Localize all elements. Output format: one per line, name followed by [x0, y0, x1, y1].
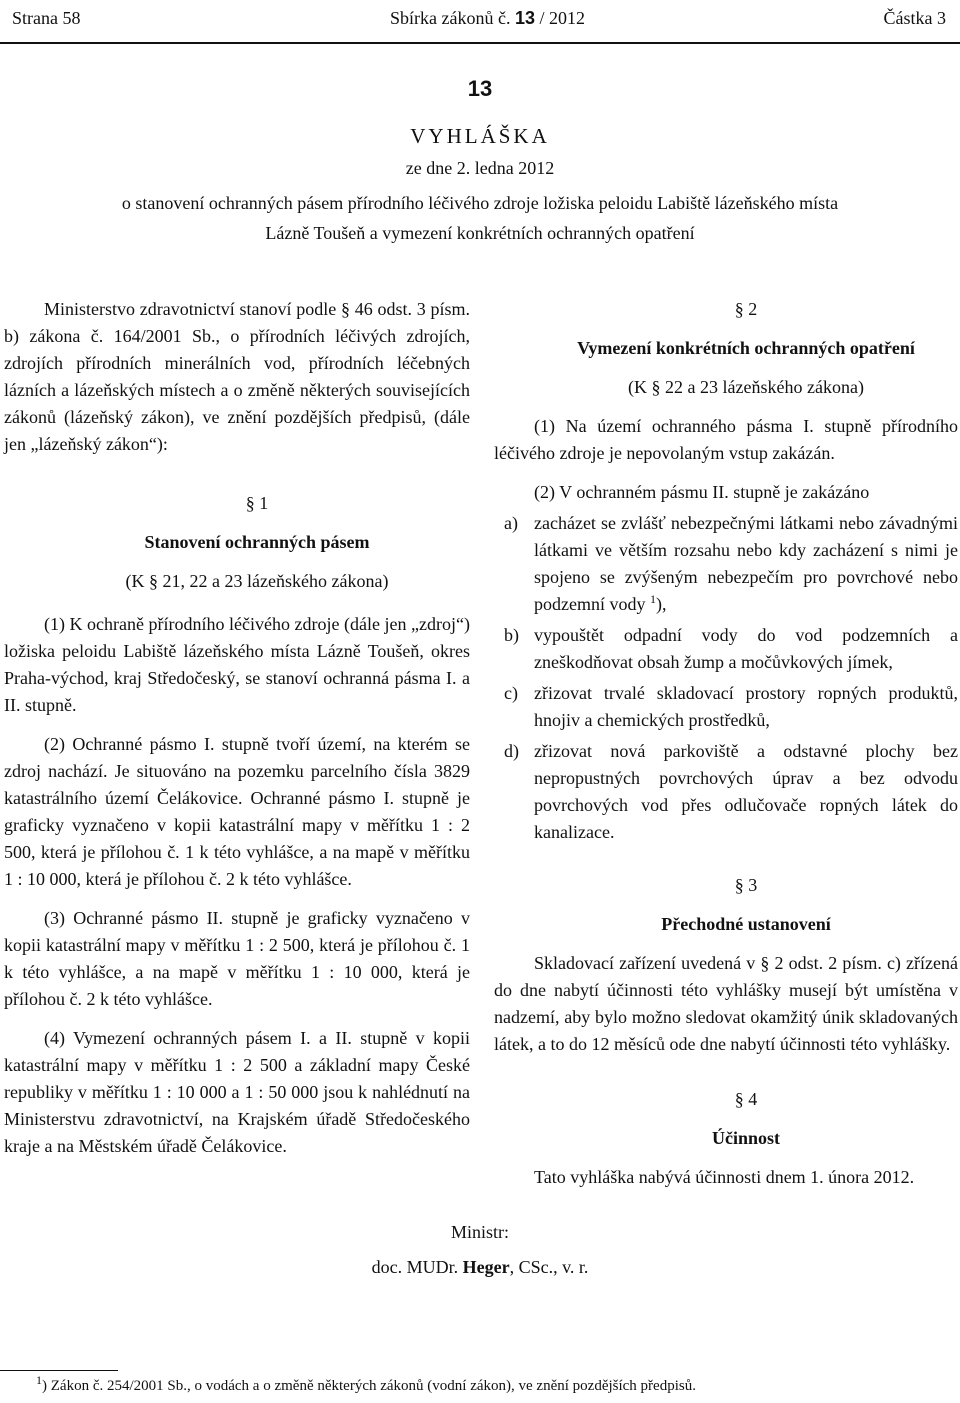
section-1-paragraph-3: (3) Ochranné pásmo II. stupně je graficky vyznačeno v kopii katastrální mapy v měřítku 1 : 2 500, která je přílohou č. 1 k této vyhlášce, a na mapě v měřítku 1 : 10 000, která je přílohou č. 2 k této vyhlášce.: [4, 908, 470, 1009]
footnote-reference: 1: [649, 592, 656, 606]
footnote-rule: [0, 1370, 118, 1371]
section-4-mark: § 4: [734, 1089, 758, 1109]
signature-surname: Heger: [462, 1257, 510, 1277]
intro-paragraph: Ministerstvo zdravotnictví stanoví podle § 46 odst. 3 písm. b) zákona č. 164/2001 Sb., o přírodních léčivých zdrojích, zdrojích přírodních minerálních vod, přírodních léčebných lázních a lázeňských místech a o změně některých souvisejících zákonů (lázeňský zákon), ve znění pozdějších předpisů, (dále jen „lázeňský zákon“):: [4, 299, 470, 454]
section-1-mark: § 1: [245, 493, 269, 513]
section-3-paragraph: Skladovací zařízení uvedená v § 2 odst. 2 písm. c) zřízená do dne nabytí účinnosti této vyhlášky musejí být umístěna v nadzemí, aby bylo možno sledovat okamžitý únik skladovaných látek, a to do 12 měsíců ode dne nabytí účinnosti této vyhlášky.: [494, 953, 958, 1054]
signature-name: [0, 1257, 960, 1278]
document-title-line2: Lázně Toušeň a vymezení konkrétních ochranných opatření: [265, 223, 695, 243]
collection-number: 13: [514, 8, 535, 28]
section-3-mark: § 3: [734, 875, 758, 895]
collection-reference: [390, 8, 585, 29]
section-1-title: Stanovení ochranných pásem: [144, 532, 370, 552]
list-marker: b): [504, 625, 519, 645]
list-item: [494, 680, 958, 734]
right-column: [494, 296, 958, 1203]
footnote: [36, 1373, 696, 1395]
section-2-mark: § 2: [734, 299, 758, 319]
list-marker: d): [504, 741, 519, 761]
list-item-text: zřizovat trvalé skladovací prostory ropných produktů, hnojiv a chemických prostředků,: [534, 683, 958, 730]
header-rule: [0, 42, 960, 44]
footnote-mark: 1: [36, 1373, 42, 1387]
list-item: [494, 738, 958, 846]
list-item-text: zřizovat nová parkoviště a odstavné plochy bez nepropustných povrchových úprav a bez odvodu povrchových vod přes odlučovače ropných látek do kanalizace.: [534, 741, 958, 842]
list-item-text: vypouštět odpadní vody do vod podzemních a zneškodňovat obsah žump a močůvkových jímek,: [534, 625, 958, 672]
list-marker: a): [504, 513, 518, 533]
section-2-title: Vymezení konkrétních ochranných opatření: [577, 338, 915, 358]
section-1-paragraph-4: (4) Vymezení ochranných pásem I. a II. stupně v kopii katastrální mapy v měřítku 1 : 2 500 a základní mapy České republiky v měřítku 1 : 10 000 a 1 : 50 000 jsou k nahlédnutí na Ministerstvu zdravotnictví, na Krajském úřadě Středočeského kraje a na Městském úřadě Čelákovice.: [4, 1028, 470, 1156]
collection-prefix: Sbírka zákonů č.: [390, 8, 511, 28]
prohibition-list: [494, 510, 958, 846]
section-2-reference: (K § 22 a 23 lázeňského zákona): [628, 377, 864, 397]
section-4-paragraph: Tato vyhláška nabývá účinnosti dnem 1. února 2012.: [534, 1167, 915, 1187]
signature-title: doc. MUDr.: [371, 1257, 459, 1277]
section-2-paragraph-1: (1) Na území ochranného pásma I. stupně přírodního léčivého zdroje je nepovolaným vstup zakázán.: [494, 416, 958, 463]
section-1-reference: (K § 21, 22 a 23 lázeňského zákona): [125, 571, 389, 591]
footnote-mark-close: ): [42, 1378, 47, 1394]
list-marker: c): [504, 683, 518, 703]
section-1-paragraph-2: (2) Ochranné pásmo I. stupně tvoří území, na kterém se zdroj nachází. Je situováno na pozemku parcelního čísla 3829 katastrálního území Čelákovice. Ochranné pásmo I. stupně je graficky vyznačeno v kopii katastrální mapy v měřítku 1 : 2 500, která je přílohou č. 1 k této vyhlášce, a na mapě v měřítku 1 : 10 000, která je přílohou č. 2 k této vyhlášce.: [4, 734, 470, 889]
document-title-line1: o stanovení ochranných pásem přírodního léčivého zdroje ložiska peloidu Labiště lázeňského místa: [121, 193, 839, 213]
list-item: [494, 510, 958, 618]
signature-role: Ministr:: [450, 1222, 509, 1242]
document-number: 13: [467, 76, 493, 101]
signature-suffix: , CSc., v. r.: [509, 1257, 589, 1277]
document-date: ze dne 2. ledna 2012: [405, 158, 555, 178]
section-3-title: Přechodné ustanovení: [661, 914, 831, 934]
part-number: Částka 3: [883, 8, 946, 28]
collection-year: / 2012: [539, 8, 586, 28]
section-2-paragraph-2: (2) V ochranném pásmu II. stupně je zakázáno: [534, 482, 870, 502]
list-item-text: zacházet se zvlášť nebezpečnými látkami nebo závadnými látkami ve větším rozsahu nebo kdy zacházení s nimi je spojeno se zvýšeným nebezpečím pro povrchové nebo podzemní vody: [534, 513, 958, 614]
section-1-paragraph-1: (1) K ochraně přírodního léčivého zdroje (dále jen „zdroj“) ložiska peloidu Labiště lázeňského místa Lázně Toušeň, okres Praha-východ, kraj Středočeský, se stanoví ochranná pásma I. a II. stupně.: [4, 614, 470, 715]
list-item: [494, 622, 958, 676]
section-4-title: Účinnost: [711, 1128, 780, 1148]
footnote-text: Zákon č. 254/2001 Sb., o vodách a o změně některých zákonů (vodní zákon), ve znění pozdějších předpisů.: [50, 1378, 696, 1394]
list-item-tail: ),: [655, 594, 667, 614]
left-column: [4, 296, 470, 1172]
document-type: VYHLÁŠKA: [410, 124, 550, 148]
page-number: Strana 58: [12, 8, 81, 28]
